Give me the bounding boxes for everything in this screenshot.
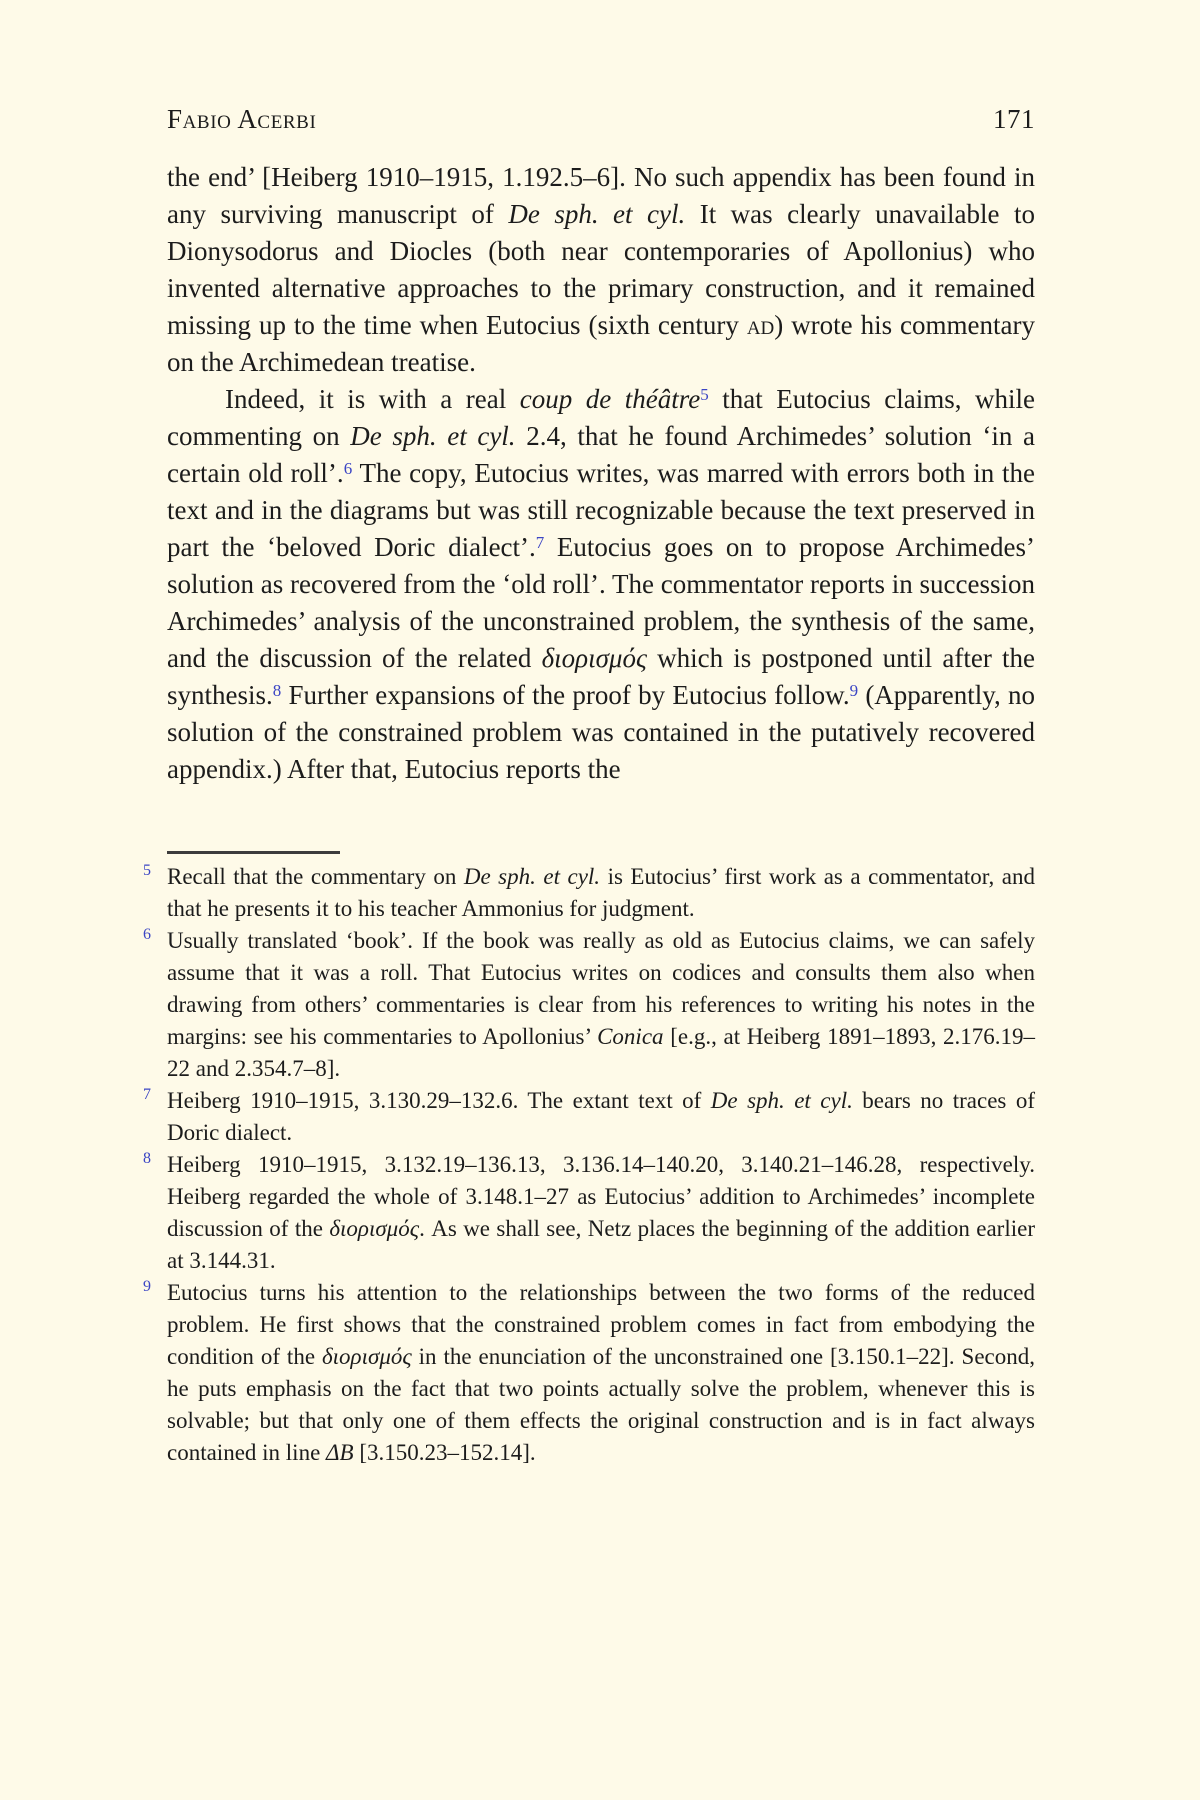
text-run: [e.g., at Heiberg 1891–1893, 2.176.19–22 and 2.354.7–8]. <box>167 1024 1035 1081</box>
footnote-text <box>167 1149 1035 1277</box>
footnote-number[interactable]: 6 <box>143 926 151 943</box>
text-run: διορισμός <box>541 643 647 673</box>
text-run: The copy, Eutocius writes, was marred with errors both in the text and in the diagrams but was still recognizable because the text preserved in part the ‘beloved Doric dialect’. <box>167 458 1035 562</box>
text-run: coup de théâtre <box>519 384 701 414</box>
footnote-item <box>143 1277 1035 1469</box>
text-run: Eutocius goes on to propose Archimedes’ solution as recovered from the ‘old roll’. The commentator reports in succession Archimedes’ analysis of the unconstrained problem, the synthesis of the same, and the discussion of the related <box>167 532 1035 673</box>
text-run: διορισμός <box>329 1216 420 1241</box>
footnote-separator-rule <box>167 851 340 854</box>
text-run: bears no traces of Doric dialect. <box>167 1088 1035 1145</box>
footnote-marker[interactable]: 6 <box>343 458 353 478</box>
footnote-item <box>143 925 1035 1085</box>
text-run: Eutocius turns his attention to the relationships between the two forms of the reduced problem. He first shows that the constrained problem comes in fact from embodying the condition of the <box>167 1280 1035 1369</box>
running-head-author: Fabio Acerbi <box>167 104 317 134</box>
text-run: . As we shall see, Netz places the beginning of the addition earlier at 3.144.31. <box>167 1216 1035 1273</box>
text-run: Heiberg 1910–1915, 3.130.29–132.6. The extant text of <box>167 1088 711 1113</box>
text-run: διορισμός <box>321 1344 412 1369</box>
text-run: De sph. et cyl. <box>463 864 601 889</box>
text-run: Further expansions of the proof by Eutocius follow. <box>281 680 850 710</box>
text-run: Indeed, it is with a real <box>225 384 520 414</box>
text-run: It was clearly unavailable to Dionysodorus and Diocles (both near contemporaries of Apollonius) who invented alternative approaches to the primary construction, and it remained missing up to the time when Eutocius (sixth century <box>167 199 1035 340</box>
text-run: De sph. et cyl. <box>350 421 516 451</box>
footnote-item <box>143 861 1035 925</box>
text-run: in the enunciation of the unconstrained one [3.150.1–22]. Second, he puts emphasis on the fact that two points actually solve the problem, whenever this is solvable; but that only one of them effects the original construction and is in fact always contained in line <box>167 1344 1035 1465</box>
footnote-number[interactable]: 7 <box>143 1086 151 1103</box>
footnotes-section <box>143 861 1035 1469</box>
text-run: Conica <box>597 1024 664 1049</box>
footnote-item <box>143 1149 1035 1277</box>
text-run: 2.4, that he found Archimedes’ solution ‘in a certain old roll’. <box>167 421 1035 488</box>
text-run: that Eutocius claims, while commenting on <box>167 384 1035 451</box>
body-text <box>167 159 1035 788</box>
footnote-marker[interactable]: 9 <box>849 680 859 700</box>
footnote-item <box>143 1085 1035 1149</box>
text-run: Usually translated ‘book’. If the book was really as old as Eutocius claims, we can safely assume that it was a roll. That Eutocius writes on codices and consults them also when drawing from others’ commentaries is clear from his references to writing his notes in the margins: see his commentaries to Apollonius’ <box>167 928 1035 1049</box>
footnote-text <box>167 1277 1035 1469</box>
text-run: ΔB <box>326 1440 354 1465</box>
text-run: (Apparently, no solution of the constrained problem was contained in the putatively recovered appendix.) After that, Eutocius reports the <box>167 680 1036 784</box>
text-run: the end’ [Heiberg 1910–1915, 1.192.5–6]. No such appendix has been found in any surviving manuscript of <box>167 162 1035 229</box>
text-run: De sph. et cyl. <box>710 1088 853 1113</box>
paragraph <box>167 381 1035 788</box>
text-run: Recall that the commentary on <box>167 864 464 889</box>
footnote-number[interactable]: 5 <box>143 862 151 879</box>
page-number: 171 <box>993 104 1035 134</box>
footnote-marker[interactable]: 5 <box>700 384 709 404</box>
text-run: Heiberg 1910–1915, 3.132.19–136.13, 3.136.14–140.20, 3.140.21–146.28, respectively. Heiberg regarded the whole of 3.148.1–27 as Eutocius’ addition to Archimedes’ incomplete discussion of the <box>167 1152 1035 1241</box>
page-header <box>167 104 1035 134</box>
footnote-marker[interactable]: 7 <box>535 532 545 552</box>
text-run: ) wrote his commentary on the Archimedean treatise. <box>167 310 1035 377</box>
text-run: De sph. et cyl. <box>508 199 686 229</box>
text-run: ad <box>746 310 775 340</box>
footnote-number[interactable]: 8 <box>143 1150 151 1167</box>
footnote-text <box>167 861 1035 925</box>
paragraph <box>167 159 1035 381</box>
footnote-marker[interactable]: 8 <box>272 680 282 700</box>
text-run: is Eutocius’ first work as a commentator, and that he presents it to his teacher Ammonius for judgment. <box>167 864 1035 921</box>
footnote-number[interactable]: 9 <box>143 1278 151 1295</box>
text-run: which is postponed until after the synthesis. <box>167 643 1035 710</box>
text-run: [3.150.23–152.14]. <box>353 1440 536 1465</box>
footnote-text <box>167 1085 1035 1149</box>
footnote-text <box>167 925 1035 1085</box>
